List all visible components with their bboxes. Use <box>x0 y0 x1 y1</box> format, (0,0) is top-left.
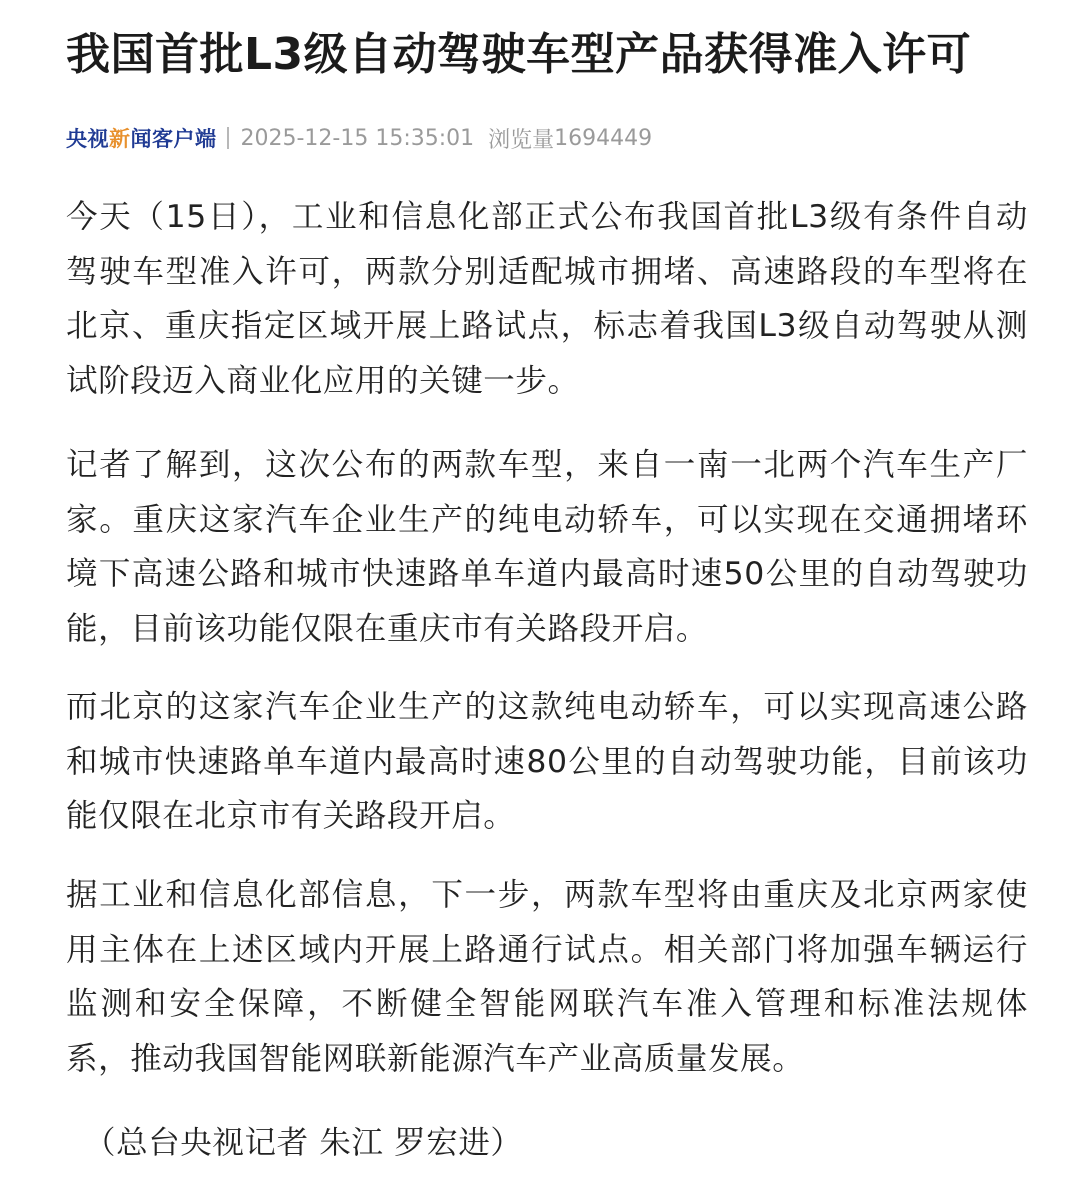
article-paragraph: 据工业和信息化部信息，下一步，两款车型将由重庆及北京两家使用主体在上述区域内开展上路通行试点。相关部门将加强车辆运行监测和安全保障，不断健全智能网联汽车准入管理和标准法规体系，推动我国智能网联新能源汽车产业高质量发展。 <box>66 877 1028 1077</box>
source-logo-accent: 新 <box>109 127 131 151</box>
views-count: 1694449 <box>554 125 653 151</box>
source-logo-part3: 闻客户端 <box>130 127 217 151</box>
source-logo-part1: 央视 <box>66 127 109 151</box>
meta-divider <box>227 127 229 149</box>
article-paragraph: 而北京的这家汽车企业生产的这款纯电动轿车，可以实现高速公路和城市快速路单车道内最高时速80公里的自动驾驶功能，目前该功能仅限在北京市有关路段开启。 <box>66 689 1028 834</box>
source-logo[interactable] <box>66 123 217 153</box>
publish-datetime: 2025-12-15 15:35:01 <box>240 125 475 151</box>
reporter-credit: （总台央视记者 朱江 罗宏进） <box>84 1125 523 1161</box>
article-paragraph: 今天（15日），工业和信息化部正式公布我国首批L3级有条件自动驾驶车型准入许可，两款分别适配城市拥堵、高速路段的车型将在北京、重庆指定区域开展上路试点，标志着我国L3级自动驾驶从测试阶段迈入商业化应用的关键一步。 <box>66 199 1028 399</box>
article-meta <box>66 120 652 156</box>
article-title: 我国首批L3级自动驾驶车型产品获得准入许可 <box>66 29 972 80</box>
views-label: 浏览量 <box>488 127 555 153</box>
article-paragraph: 记者了解到，这次公布的两款车型，来自一南一北两个汽车生产厂家。重庆这家汽车企业生产的纯电动轿车，可以实现在交通拥堵环境下高速公路和城市快速路单车道内最高时速50公里的自动驾驶功能，目前该功能仅限在重庆市有关路段开启。 <box>66 447 1028 647</box>
